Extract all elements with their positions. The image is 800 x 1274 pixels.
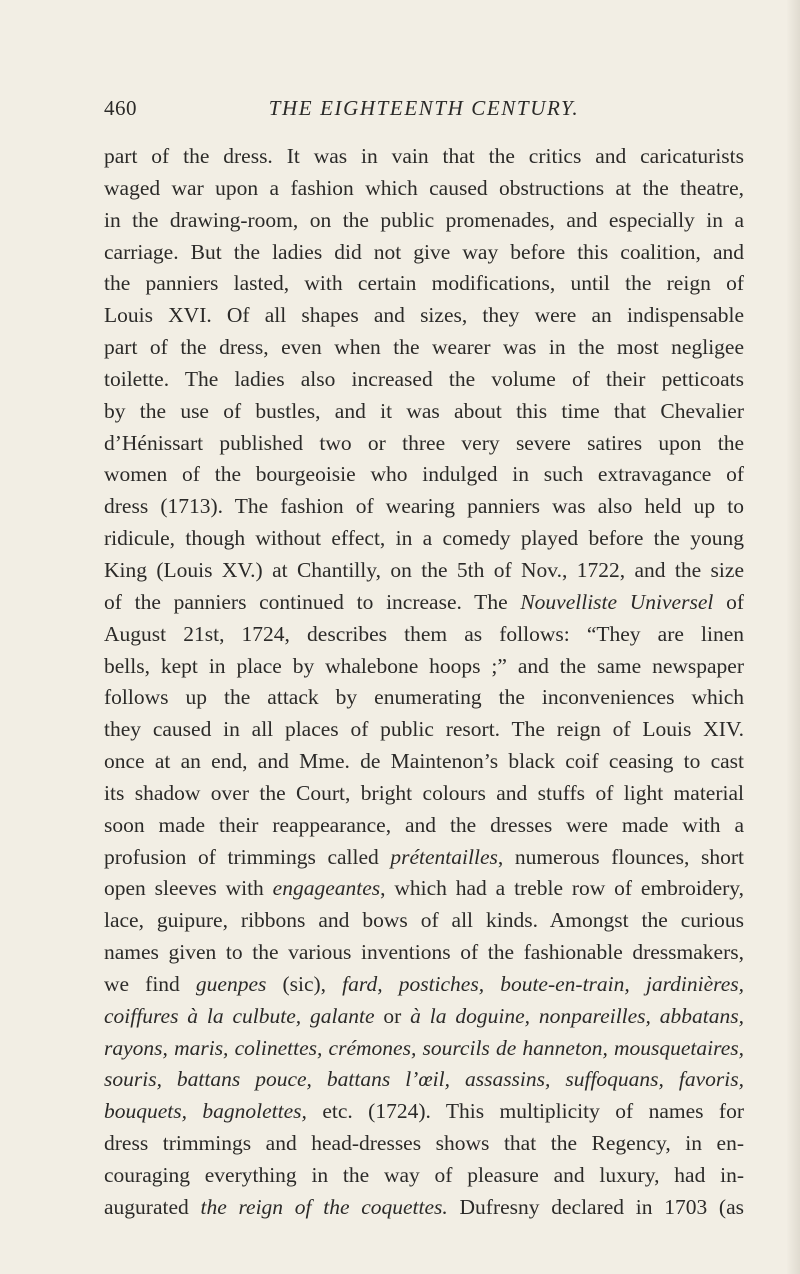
text-line: [104, 714, 744, 746]
text-line: [104, 459, 744, 491]
text-line: [104, 619, 744, 651]
text-run: (sic),: [266, 971, 343, 996]
italic-run: bouquets, bagnolettes,: [104, 1099, 307, 1124]
text-line: [104, 364, 744, 396]
text-run: of: [713, 589, 744, 614]
text-run: augurated: [104, 1194, 201, 1219]
text-run: carriage. But the ladies did not give way before this coalition, and: [104, 239, 744, 264]
text-line: [104, 937, 744, 969]
text-run: , which had a treble row of embroidery,: [380, 876, 744, 901]
text-line: [104, 332, 744, 364]
text-run: names given to the various inventions of the fashionable dressmakers,: [104, 940, 744, 965]
text-run: toilette. The ladies also increased the volume of their petticoats: [104, 366, 744, 391]
text-run: profusion of trimmings called: [104, 844, 391, 869]
text-line: [104, 1128, 744, 1160]
text-line: [104, 905, 744, 937]
text-run: waged war upon a fashion which caused obstructions at the theatre,: [104, 175, 744, 200]
text-run: etc. (1724). This multiplicity of names for: [306, 1099, 744, 1124]
text-line: [104, 587, 744, 619]
text-line: [104, 268, 744, 300]
text-run: dress (1713). The fashion of wearing panniers was also held up to: [104, 494, 744, 519]
text-run: in the drawing-room, on the public promenades, and especially in a: [104, 207, 744, 232]
text-line: [104, 396, 744, 428]
text-line: [104, 778, 744, 810]
running-head: [104, 96, 744, 132]
italic-run: à la doguine, nonpareilles, abbatans,: [410, 1003, 744, 1028]
text-run: couraging everything in the way of pleasure and luxury, had in-: [104, 1163, 744, 1187]
text-line: [104, 1096, 744, 1128]
text-line: [104, 873, 744, 905]
text-line: [104, 1033, 744, 1065]
text-run: open sleeves with: [104, 876, 273, 901]
italic-run: engageantes: [272, 876, 381, 901]
text-run: part of the dress. It was in vain that the critics and caricaturists: [104, 144, 744, 168]
page-edge-shadow: [786, 0, 800, 1274]
italic-run: souris, battans pouce, battans l’œil, assassins, suffoquans, favoris,: [104, 1067, 744, 1092]
text-line: [104, 491, 744, 523]
text-run: its shadow over the Court, bright colours and stuffs of light material: [104, 780, 744, 805]
text-line: [104, 428, 744, 460]
text-run: the panniers lasted, with certain modifications, until the reign of: [104, 271, 744, 296]
text-run: bells, kept in place by whalebone hoops ;” and the same newspaper: [104, 653, 744, 678]
text-line: [104, 205, 744, 237]
running-title: THE EIGHTEENTH CENTURY.: [268, 96, 580, 120]
text-run: part of the dress, even when the wearer was in the most negligee: [104, 335, 744, 360]
text-line: [104, 682, 744, 714]
italic-run: the reign of the coquettes.: [200, 1194, 448, 1219]
text-line: [104, 523, 744, 555]
text-run: women of the bourgeoisie who indulged in such extravagance of: [104, 462, 744, 487]
text-line: [104, 1192, 744, 1224]
text-run: lace, guipure, ribbons and bows of all kinds. Amongst the curious: [104, 908, 744, 933]
text-line: [104, 173, 744, 205]
text-line: [104, 651, 744, 683]
italic-run: Nouvelliste Universel: [520, 589, 714, 614]
italic-run: fard, postiches, boute-en-train, jardinières,: [342, 971, 744, 996]
text-run: once at an end, and Mme. de Maintenon’s black coif ceasing to cast: [104, 749, 744, 774]
italic-run: prétentailles: [390, 844, 498, 869]
italic-run: rayons, maris, colinettes, crémones, sourcils de hanneton, mousquetaires,: [104, 1035, 744, 1060]
text-line: [104, 141, 744, 173]
body-text: [104, 141, 744, 1224]
italic-run: coiffures à la culbute, galante: [104, 1003, 375, 1028]
text-run: dress trimmings and head-dresses shows that the Regency, in en-: [104, 1131, 744, 1156]
text-run: of the panniers continued to increase. The: [104, 589, 521, 614]
text-line: [104, 300, 744, 332]
text-line: [104, 810, 744, 842]
page-number: 460: [104, 96, 137, 120]
text-run: soon made their reappearance, and the dresses were made with a: [104, 812, 744, 837]
text-run: Dufresny declared in 1703 (as: [447, 1194, 744, 1219]
text-line: [104, 746, 744, 778]
text-run: King (Louis XV.) at Chantilly, on the 5th of Nov., 1722, and the size: [104, 557, 744, 582]
text-run: , numerous flounces, short: [497, 844, 744, 869]
text-run: August 21st, 1724, describes them as follows: “They are linen: [104, 621, 744, 646]
text-run: follows up the attack by enumerating the inconveniences which: [104, 685, 744, 710]
text-line: [104, 969, 744, 1001]
text-line: [104, 842, 744, 874]
italic-run: guenpes: [195, 971, 267, 996]
text-run: they caused in all places of public resort. The reign of Louis XIV.: [104, 717, 744, 742]
text-run: we find: [104, 971, 196, 996]
text-line: [104, 237, 744, 269]
text-run: Louis XVI. Of all shapes and sizes, they were an indispensable: [104, 303, 744, 328]
text-line: [104, 1001, 744, 1033]
text-line: [104, 555, 744, 587]
text-run: by the use of bustles, and it was about this time that Chevalier: [104, 398, 744, 423]
text-run: or: [374, 1003, 411, 1028]
text-run: ridicule, though without effect, in a comedy played before the young: [104, 526, 744, 551]
text-line: [104, 1064, 744, 1096]
text-run: d’Hénissart published two or three very severe satires upon the: [104, 430, 744, 455]
text-line: [104, 1160, 744, 1192]
